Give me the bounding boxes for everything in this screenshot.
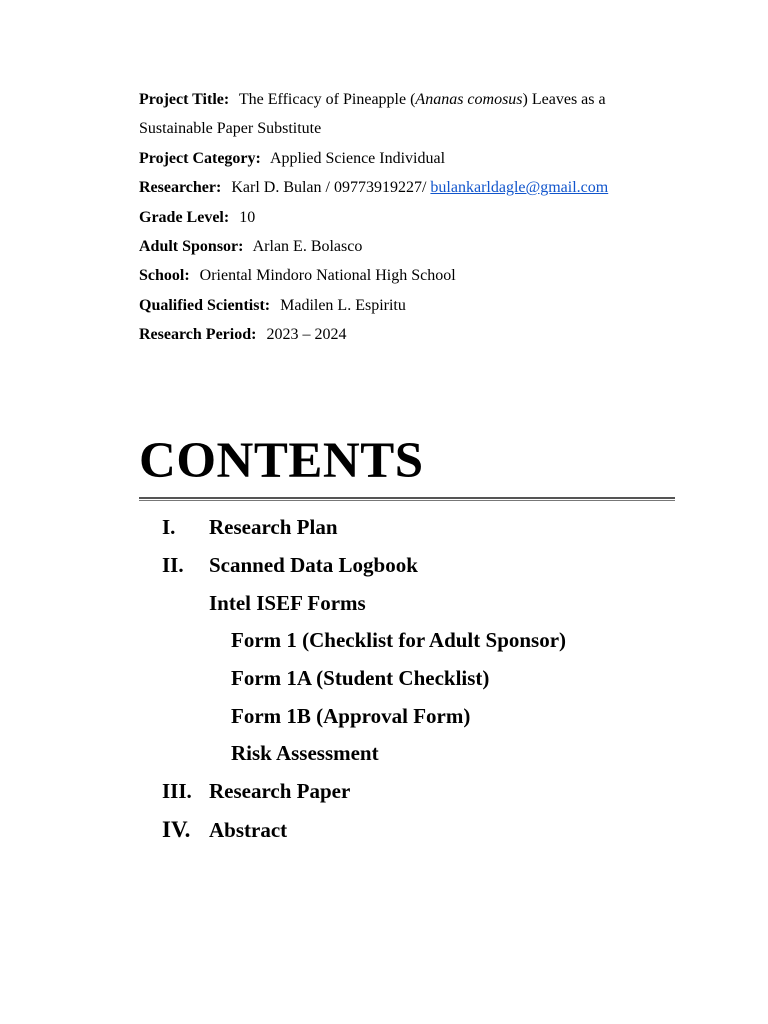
- toc-item-label: Intel ISEF Forms: [209, 591, 366, 615]
- research-period-value: 2023 – 2024: [266, 326, 347, 344]
- grade-level-value: 10: [239, 208, 256, 226]
- project-category-label: Project Category:: [139, 149, 261, 167]
- researcher-label: Researcher:: [139, 179, 222, 197]
- toc-item-label: Abstract: [209, 818, 288, 842]
- project-title-label: Project Title:: [139, 91, 230, 108]
- school-row: [139, 261, 699, 290]
- project-details: [139, 85, 699, 350]
- toc-item-label: Form 1B (Approval Form): [231, 704, 471, 728]
- researcher-value: Karl D. Bulan / 09773919227/: [231, 179, 427, 197]
- project-title-row: [139, 85, 679, 144]
- heading-divider-line-bottom: [139, 500, 675, 501]
- adult-sponsor-value: Arlan E. Bolasco: [252, 238, 363, 256]
- school-label: School:: [139, 267, 190, 285]
- heading-divider: [139, 497, 675, 502]
- grade-level-row: [139, 203, 699, 232]
- research-period-label: Research Period:: [139, 326, 257, 344]
- research-period-row: [139, 320, 699, 349]
- researcher-row: [139, 173, 699, 202]
- heading-divider-line-top: [139, 497, 675, 499]
- school-value: Oriental Mindoro National High School: [199, 267, 456, 285]
- toc-item-label: Form 1A (Student Checklist): [231, 666, 490, 690]
- toc-item-label: Scanned Data Logbook: [209, 553, 418, 577]
- contents-heading: CONTENTS: [139, 433, 424, 489]
- project-category-value: Applied Science Individual: [269, 149, 446, 167]
- toc-item-number: IV.: [162, 817, 191, 842]
- toc-item-number: I.: [162, 515, 176, 539]
- grade-level-label: Grade Level:: [139, 208, 230, 226]
- qualified-scientist-row: [139, 291, 699, 320]
- toc-item-label: Form 1 (Checklist for Adult Sponsor): [231, 628, 567, 652]
- adult-sponsor-label: Adult Sponsor:: [139, 238, 244, 256]
- researcher-email-link[interactable]: bulankarldagle@gmail.com: [430, 179, 609, 197]
- toc-item-label: Research Plan: [209, 515, 338, 539]
- adult-sponsor-row: [139, 232, 699, 261]
- qualified-scientist-value: Madilen L. Espiritu: [280, 296, 406, 314]
- toc-item-number: III.: [162, 779, 192, 803]
- project-title-species: Ananas comosus: [415, 91, 523, 108]
- toc-item-label: Risk Assessment: [231, 741, 379, 765]
- toc-item-label: Research Paper: [209, 779, 351, 803]
- toc-item-number: II.: [162, 553, 184, 577]
- project-title-text-after: ) Leaves as a Sustainable Paper Substitute: [139, 91, 606, 138]
- project-title-text-before: The Efficacy of Pineapple (: [238, 91, 416, 108]
- project-category-row: [139, 144, 699, 173]
- qualified-scientist-label: Qualified Scientist:: [139, 296, 271, 314]
